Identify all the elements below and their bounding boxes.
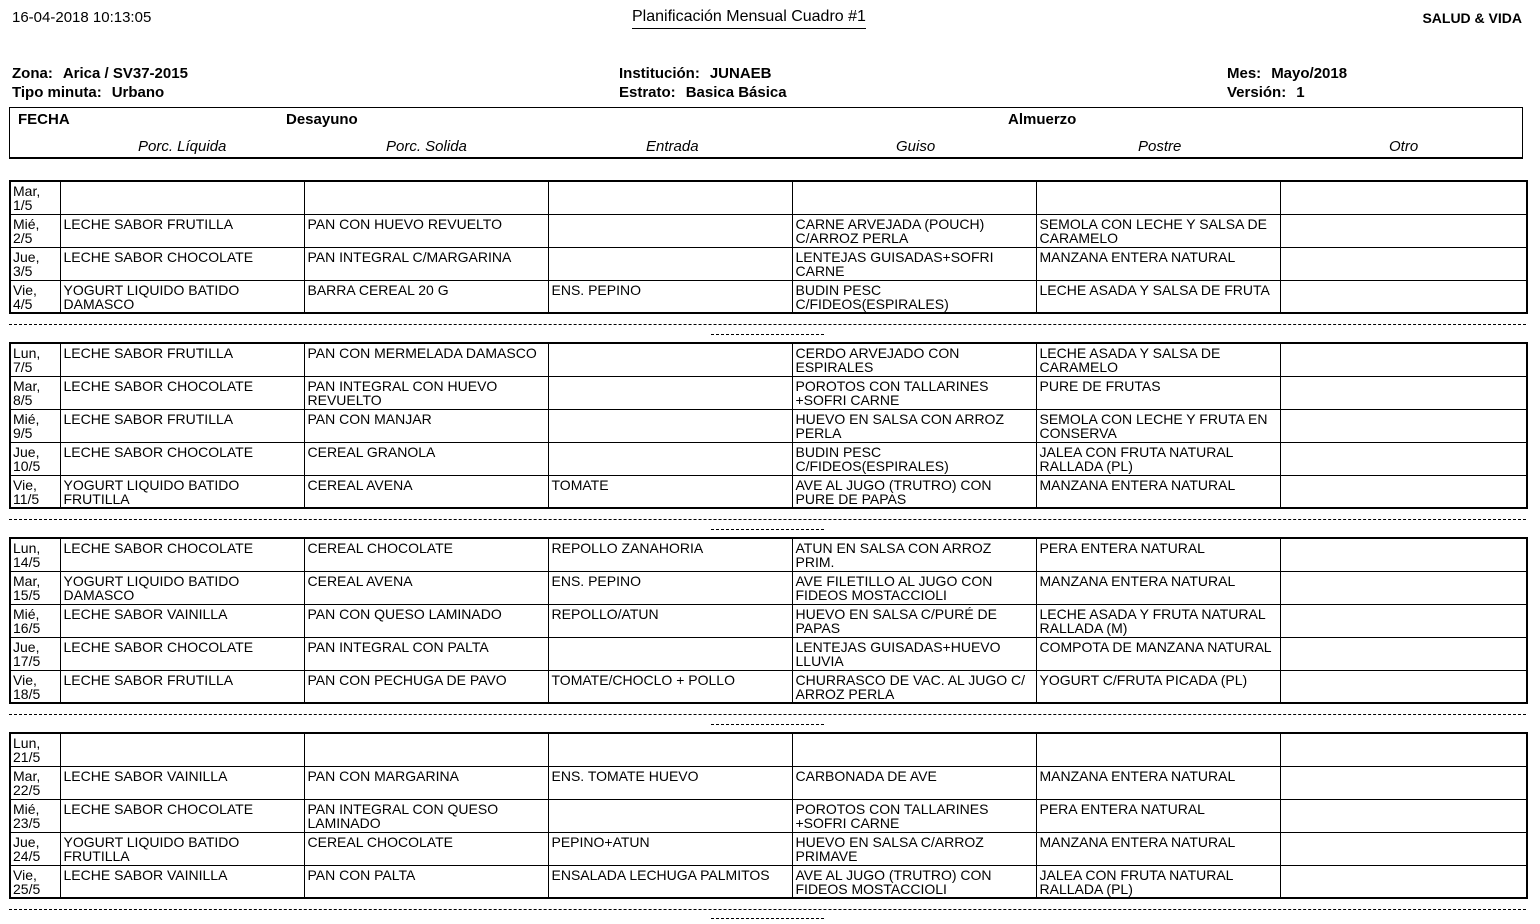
porc-solida-cell: PAN CON PALTA xyxy=(304,865,548,898)
menu-row xyxy=(10,670,1527,703)
otro-cell xyxy=(1280,181,1527,214)
date-cell: Mié, 9/5 xyxy=(10,409,60,442)
postre-cell: MANZANA ENTERA NATURAL xyxy=(1036,766,1280,799)
porc-solida-cell: CEREAL GRANOLA xyxy=(304,442,548,475)
porc-liquida-cell: YOGURT LIQUIDO BATIDO FRUTILLA xyxy=(60,832,304,865)
porc-liquida-cell: LECHE SABOR VAINILLA xyxy=(60,604,304,637)
porc-liquida-cell: LECHE SABOR VAINILLA xyxy=(60,766,304,799)
menu-row xyxy=(10,766,1527,799)
col-almuerzo: Almuerzo xyxy=(1008,111,1077,128)
otro-cell xyxy=(1280,376,1527,409)
week-separator xyxy=(9,714,1526,715)
entrada-cell: REPOLLO ZANAHORIA xyxy=(548,538,792,571)
guiso-cell: BUDIN PESC C/FIDEOS(ESPIRALES) xyxy=(792,442,1036,475)
week-table-4 xyxy=(9,732,1528,899)
porc-solida-cell: CEREAL CHOCOLATE xyxy=(304,832,548,865)
guiso-cell: POROTOS CON TALLARINES +SOFRI CARNE xyxy=(792,799,1036,832)
porc-liquida-cell: LECHE SABOR CHOCOLATE xyxy=(60,442,304,475)
postre-cell: YOGURT C/FRUTA PICADA (PL) xyxy=(1036,670,1280,703)
guiso-cell: HUEVO EN SALSA CON ARROZ PERLA xyxy=(792,409,1036,442)
col-otro: Otro xyxy=(1389,138,1419,155)
guiso-cell xyxy=(792,181,1036,214)
date-cell: Lun, 7/5 xyxy=(10,343,60,376)
otro-cell xyxy=(1280,247,1527,280)
porc-solida-cell: CEREAL CHOCOLATE xyxy=(304,538,548,571)
week-table-3 xyxy=(9,537,1528,704)
porc-liquida-cell: LECHE SABOR FRUTILLA xyxy=(60,670,304,703)
week-separator xyxy=(9,324,1526,325)
estrato-label: Estrato: xyxy=(619,84,676,101)
porc-liquida-cell: LECHE SABOR FRUTILLA xyxy=(60,343,304,376)
porc-liquida-cell: LECHE SABOR FRUTILLA xyxy=(60,214,304,247)
otro-cell xyxy=(1280,442,1527,475)
week-separator xyxy=(9,909,1526,910)
postre-cell: MANZANA ENTERA NATURAL xyxy=(1036,832,1280,865)
mes-value: Mayo/2018 xyxy=(1271,65,1348,82)
menu-row xyxy=(10,409,1527,442)
print-timestamp: 16-04-2018 10:13:05 xyxy=(12,9,152,26)
porc-liquida-cell: LECHE SABOR CHOCOLATE xyxy=(60,376,304,409)
porc-solida-cell: PAN CON PECHUGA DE PAVO xyxy=(304,670,548,703)
week-separator-short xyxy=(711,334,824,335)
date-cell: Mar, 15/5 xyxy=(10,571,60,604)
date-cell: Mar, 8/5 xyxy=(10,376,60,409)
porc-solida-cell: PAN INTEGRAL CON QUESO LAMINADO xyxy=(304,799,548,832)
otro-cell xyxy=(1280,280,1527,313)
date-cell: Jue, 3/5 xyxy=(10,247,60,280)
menu-row xyxy=(10,280,1527,313)
zona-label: Zona: xyxy=(12,65,53,82)
postre-cell: JALEA CON FRUTA NATURAL RALLADA (PL) xyxy=(1036,442,1280,475)
porc-solida-cell: PAN CON HUEVO REVUELTO xyxy=(304,214,548,247)
meta-zona xyxy=(12,64,188,102)
postre-cell: LECHE ASADA Y FRUTA NATURAL RALLADA (M) xyxy=(1036,604,1280,637)
postre-cell xyxy=(1036,733,1280,766)
menu-row xyxy=(10,538,1527,571)
porc-solida-cell: PAN CON MANJAR xyxy=(304,409,548,442)
guiso-cell: BUDIN PESC C/FIDEOS(ESPIRALES) xyxy=(792,280,1036,313)
company-name: SALUD & VIDA xyxy=(1422,10,1522,26)
porc-solida-cell: PAN CON QUESO LAMINADO xyxy=(304,604,548,637)
postre-cell: LECHE ASADA Y SALSA DE CARAMELO xyxy=(1036,343,1280,376)
guiso-cell: ATUN EN SALSA CON ARROZ PRIM. xyxy=(792,538,1036,571)
entrada-cell: REPOLLO/ATUN xyxy=(548,604,792,637)
col-desayuno: Desayuno xyxy=(286,111,358,128)
tipo-label: Tipo minuta: xyxy=(12,84,102,101)
meta-institucion xyxy=(619,64,787,102)
date-cell: Lun, 14/5 xyxy=(10,538,60,571)
otro-cell xyxy=(1280,766,1527,799)
entrada-cell xyxy=(548,637,792,670)
porc-solida-cell xyxy=(304,733,548,766)
otro-cell xyxy=(1280,832,1527,865)
porc-liquida-cell: LECHE SABOR FRUTILLA xyxy=(60,409,304,442)
porc-liquida-cell: YOGURT LIQUIDO BATIDO FRUTILLA xyxy=(60,475,304,508)
date-cell: Jue, 10/5 xyxy=(10,442,60,475)
guiso-cell xyxy=(792,733,1036,766)
guiso-cell: CARBONADA DE AVE xyxy=(792,766,1036,799)
guiso-cell: AVE AL JUGO (TRUTRO) CON FIDEOS MOSTACCIOLI xyxy=(792,865,1036,898)
col-guiso: Guiso xyxy=(896,138,936,155)
porc-liquida-cell: LECHE SABOR CHOCOLATE xyxy=(60,637,304,670)
entrada-cell: TOMATE/CHOCLO + POLLO xyxy=(548,670,792,703)
meta-mes xyxy=(1227,64,1347,102)
porc-solida-cell xyxy=(304,181,548,214)
menu-row xyxy=(10,442,1527,475)
menu-row xyxy=(10,865,1527,898)
date-cell: Mar, 1/5 xyxy=(10,181,60,214)
date-cell: Mié, 23/5 xyxy=(10,799,60,832)
menu-row xyxy=(10,475,1527,508)
postre-cell: MANZANA ENTERA NATURAL xyxy=(1036,247,1280,280)
inst-label: Institución: xyxy=(619,65,700,82)
entrada-cell xyxy=(548,409,792,442)
entrada-cell xyxy=(548,214,792,247)
guiso-cell: CARNE ARVEJADA (POUCH) C/ARROZ PERLA xyxy=(792,214,1036,247)
entrada-cell xyxy=(548,799,792,832)
guiso-cell: AVE FILETILLO AL JUGO CON FIDEOS MOSTACCIOLI xyxy=(792,571,1036,604)
week-separator-short xyxy=(711,529,824,530)
postre-cell: SEMOLA CON LECHE Y FRUTA EN CONSERVA xyxy=(1036,409,1280,442)
date-cell: Mar, 22/5 xyxy=(10,766,60,799)
date-cell: Vie, 25/5 xyxy=(10,865,60,898)
porc-solida-cell: CEREAL AVENA xyxy=(304,571,548,604)
postre-cell: PERA ENTERA NATURAL xyxy=(1036,799,1280,832)
otro-cell xyxy=(1280,571,1527,604)
entrada-cell xyxy=(548,343,792,376)
menu-row xyxy=(10,247,1527,280)
porc-liquida-cell xyxy=(60,733,304,766)
entrada-cell xyxy=(548,376,792,409)
version-label: Versión: xyxy=(1227,84,1287,101)
entrada-cell: TOMATE xyxy=(548,475,792,508)
col-entrada: Entrada xyxy=(646,138,699,155)
postre-cell: LECHE ASADA Y SALSA DE FRUTA xyxy=(1036,280,1280,313)
menu-row xyxy=(10,832,1527,865)
col-postre: Postre xyxy=(1138,138,1182,155)
guiso-cell: CERDO ARVEJADO CON ESPIRALES xyxy=(792,343,1036,376)
menu-row xyxy=(10,214,1527,247)
col-fecha: FECHA xyxy=(18,111,70,128)
entrada-cell: ENSALADA LECHUGA PALMITOS xyxy=(548,865,792,898)
mes-label: Mes: xyxy=(1227,65,1262,82)
date-cell: Vie, 11/5 xyxy=(10,475,60,508)
postre-cell: SEMOLA CON LECHE Y SALSA DE CARAMELO xyxy=(1036,214,1280,247)
otro-cell xyxy=(1280,637,1527,670)
otro-cell xyxy=(1280,538,1527,571)
estrato-value: Basica Básica xyxy=(685,84,787,101)
guiso-cell: LENTEJAS GUISADAS+SOFRI CARNE xyxy=(792,247,1036,280)
menu-row xyxy=(10,571,1527,604)
menu-row xyxy=(10,637,1527,670)
porc-liquida-cell: LECHE SABOR VAINILLA xyxy=(60,865,304,898)
inst-value: JUNAEB xyxy=(709,65,772,82)
menu-row xyxy=(10,181,1527,214)
otro-cell xyxy=(1280,409,1527,442)
otro-cell xyxy=(1280,214,1527,247)
entrada-cell: ENS. PEPINO xyxy=(548,280,792,313)
date-cell: Mié, 2/5 xyxy=(10,214,60,247)
menu-row xyxy=(10,799,1527,832)
date-cell: Jue, 17/5 xyxy=(10,637,60,670)
entrada-cell xyxy=(548,181,792,214)
menu-row xyxy=(10,604,1527,637)
otro-cell xyxy=(1280,670,1527,703)
otro-cell xyxy=(1280,343,1527,376)
tipo-value: Urbano xyxy=(111,84,165,101)
date-cell: Jue, 24/5 xyxy=(10,832,60,865)
porc-solida-cell: PAN CON MARGARINA xyxy=(304,766,548,799)
entrada-cell xyxy=(548,442,792,475)
otro-cell xyxy=(1280,475,1527,508)
porc-solida-cell: PAN CON MERMELADA DAMASCO xyxy=(304,343,548,376)
col-porc-liquida: Porc. Líquida xyxy=(138,138,227,155)
porc-liquida-cell: LECHE SABOR CHOCOLATE xyxy=(60,247,304,280)
porc-solida-cell: CEREAL AVENA xyxy=(304,475,548,508)
porc-liquida-cell: LECHE SABOR CHOCOLATE xyxy=(60,538,304,571)
page-title: Planificación Mensual Cuadro #1 xyxy=(632,8,866,29)
entrada-cell: PEPINO+ATUN xyxy=(548,832,792,865)
week-separator-short xyxy=(711,918,824,919)
postre-cell: PURE DE FRUTAS xyxy=(1036,376,1280,409)
week-separator-short xyxy=(711,724,824,725)
postre-cell: JALEA CON FRUTA NATURAL RALLADA (PL) xyxy=(1036,865,1280,898)
porc-liquida-cell: LECHE SABOR CHOCOLATE xyxy=(60,799,304,832)
week-table-2 xyxy=(9,342,1528,509)
date-cell: Mié, 16/5 xyxy=(10,604,60,637)
otro-cell xyxy=(1280,799,1527,832)
guiso-cell: AVE AL JUGO (TRUTRO) CON PURE DE PAPAS xyxy=(792,475,1036,508)
postre-cell: PERA ENTERA NATURAL xyxy=(1036,538,1280,571)
date-cell: Vie, 4/5 xyxy=(10,280,60,313)
column-header xyxy=(9,107,1523,159)
postre-cell: MANZANA ENTERA NATURAL xyxy=(1036,475,1280,508)
otro-cell xyxy=(1280,733,1527,766)
entrada-cell: ENS. TOMATE HUEVO xyxy=(548,766,792,799)
guiso-cell: CHURRASCO DE VAC. AL JUGO C/ ARROZ PERLA xyxy=(792,670,1036,703)
menu-row xyxy=(10,733,1527,766)
entrada-cell: ENS. PEPINO xyxy=(548,571,792,604)
porc-liquida-cell xyxy=(60,181,304,214)
postre-cell: MANZANA ENTERA NATURAL xyxy=(1036,571,1280,604)
porc-solida-cell: BARRA CEREAL 20 G xyxy=(304,280,548,313)
guiso-cell: LENTEJAS GUISADAS+HUEVO LLUVIA xyxy=(792,637,1036,670)
postre-cell xyxy=(1036,181,1280,214)
entrada-cell xyxy=(548,247,792,280)
guiso-cell: HUEVO EN SALSA C/ARROZ PRIMAVE xyxy=(792,832,1036,865)
date-cell: Vie, 18/5 xyxy=(10,670,60,703)
porc-solida-cell: PAN INTEGRAL C/MARGARINA xyxy=(304,247,548,280)
entrada-cell xyxy=(548,733,792,766)
guiso-cell: HUEVO EN SALSA C/PURÉ DE PAPAS xyxy=(792,604,1036,637)
menu-row xyxy=(10,376,1527,409)
guiso-cell: POROTOS CON TALLARINES +SOFRI CARNE xyxy=(792,376,1036,409)
version-value: 1 xyxy=(1296,84,1305,101)
menu-row xyxy=(10,343,1527,376)
porc-liquida-cell: YOGURT LIQUIDO BATIDO DAMASCO xyxy=(60,571,304,604)
porc-solida-cell: PAN INTEGRAL CON HUEVO REVUELTO xyxy=(304,376,548,409)
week-table-1 xyxy=(9,180,1528,314)
date-cell: Lun, 21/5 xyxy=(10,733,60,766)
porc-liquida-cell: YOGURT LIQUIDO BATIDO DAMASCO xyxy=(60,280,304,313)
porc-solida-cell: PAN INTEGRAL CON PALTA xyxy=(304,637,548,670)
otro-cell xyxy=(1280,865,1527,898)
zona-value: Arica / SV37-2015 xyxy=(62,65,188,82)
postre-cell: COMPOTA DE MANZANA NATURAL xyxy=(1036,637,1280,670)
otro-cell xyxy=(1280,604,1527,637)
week-separator xyxy=(9,519,1526,520)
col-porc-solida: Porc. Solida xyxy=(386,138,467,155)
